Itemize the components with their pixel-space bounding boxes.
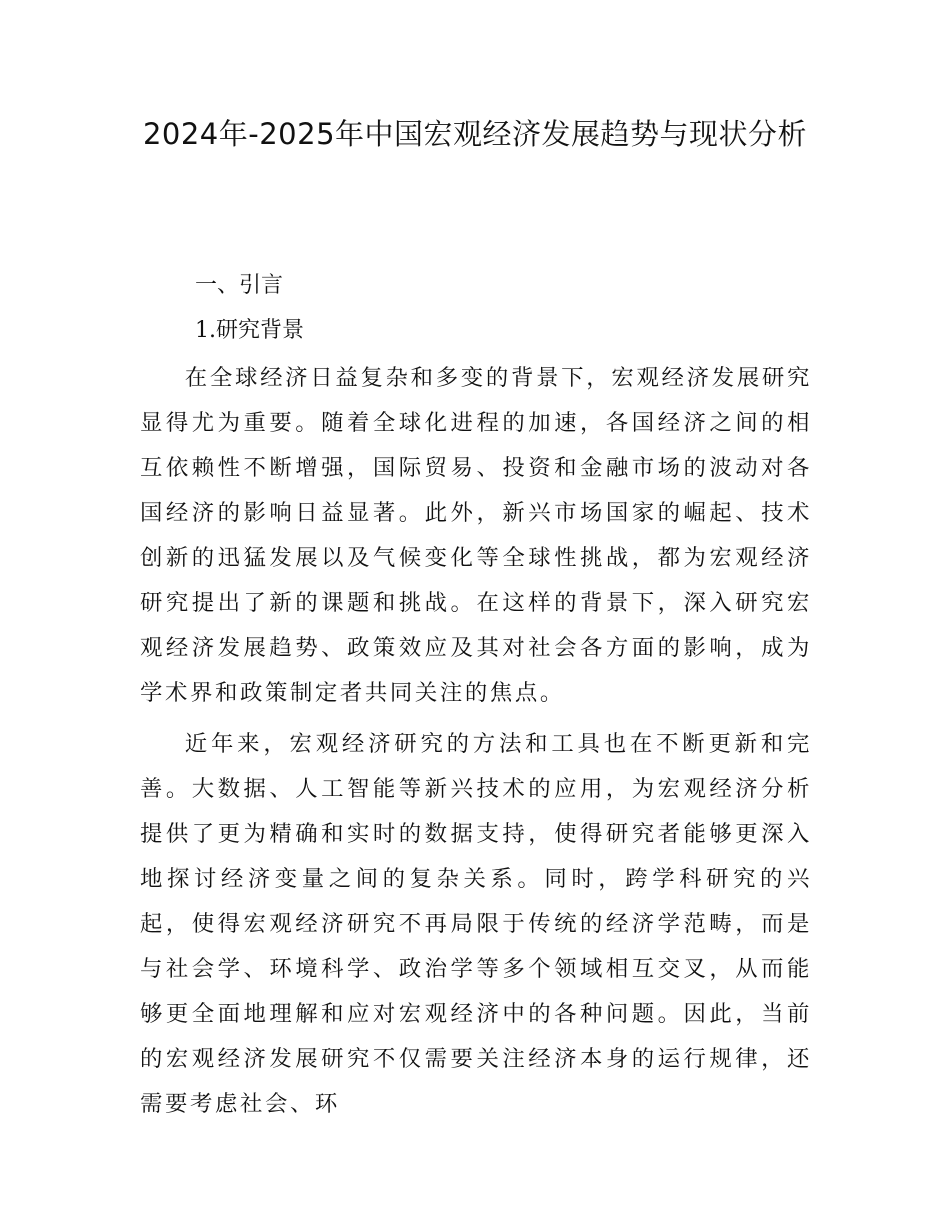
subsection-heading: 1.研究背景 [195,318,304,343]
body-paragraph-1: 在全球经济日益复杂和多变的背景下，宏观经济发展研究显得尤为重要。随着全球化进程的加速，各国经济之间的相互依赖性不断增强，国际贸易、投资和金融市场的波动对各国经济的影响日益显著。此外，新兴市场国家的崛起、技术创新的迅猛发展以及气候变化等全球性挑战，都为宏观经济研究提出了新的课题和挑战。在这样的背景下，深入研究宏观经济发展趋势、政策效应及其对社会各方面的影响，成为学术界和政策制定者共同关注的焦点。 [140,365,812,706]
document-title: 2024年-2025年中国宏观经济发展趋势与现状分析 [142,117,808,151]
section-heading: 一、引言 [195,273,284,298]
body-paragraph-2: 近年来，宏观经济研究的方法和工具也在不断更新和完善。大数据、人工智能等新兴技术的应用，为宏观经济分析提供了更为精确和实时的数据支持，使得研究者能够更深入地探讨经济变量之间的复杂关系。同时，跨学科研究的兴起，使得宏观经济研究不再局限于传统的经济学范畴，而是与社会学、环境科学、政治学等多个领域相互交叉，从而能够更全面地理解和应对宏观经济中的各种问题。因此，当前的宏观经济发展研究不仅需要关注经济本身的运行规律，还需要考虑社会、环 [140,731,812,1117]
